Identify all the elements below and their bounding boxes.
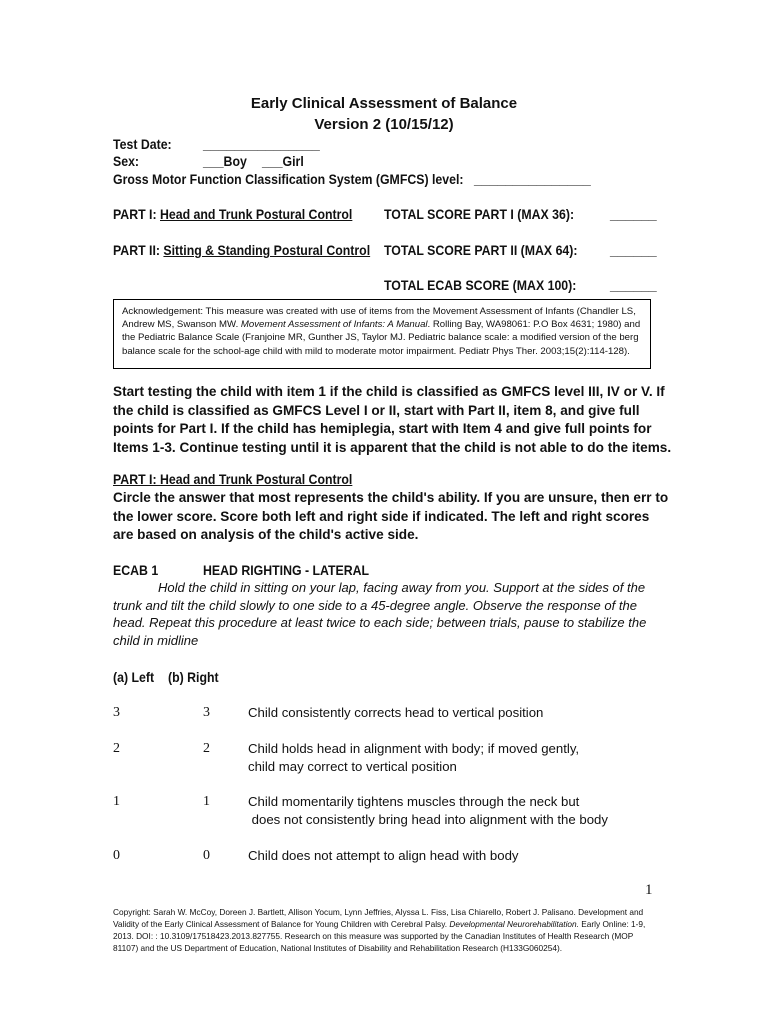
score-right[interactable]: 1 xyxy=(203,794,210,809)
test-date-label: Test Date: xyxy=(113,136,172,152)
ack-text-1: Acknowledgement: This measure was created with use of items from the Movement Assessment of Infants (Chandler LS, Andrew MS, Swanson MW. xyxy=(122,306,636,331)
item-procedure: Hold the child in sitting on your lap, facing away from you. Support at the sides of the trunk and tilt the child slowly to one side to a 45-degree angle. Observe the response of the head. Repeat this procedure at least twice to each side; between trials, pause to stabilize the child in midline xyxy=(113,580,647,648)
part1-instructions: Circle the answer that most represents the child's ability. If you are unsure, then err to the lower score. Score both left and right side if indicated. The left and right scores are based on analysis of the child's active side. xyxy=(113,490,669,542)
score-description-cont: does not consistently bring head into alignment with the body xyxy=(248,812,608,827)
score-right[interactable]: 2 xyxy=(203,741,210,756)
testing-instructions: Start testing the child with item 1 if the child is classified as GMFCS level III, IV or V. If the child is classified as GMFCS Level I or II, start with Part II, item 8, and give full points for Part I. If the child has hemiplegia, start with Item 4 and give full points for Items 1-3. Continue testing until it is apparent that the child is not able to do the items. xyxy=(113,384,672,455)
score-left[interactable]: 0 xyxy=(113,848,120,863)
score-left[interactable]: 3 xyxy=(113,705,120,720)
sex-boy-option[interactable]: ___Boy xyxy=(203,153,247,169)
gmfcs-label: Gross Motor Function Classification System (GMFCS) level: xyxy=(113,171,464,187)
page-number: 1 xyxy=(645,882,653,898)
document-version: Version 2 (10/15/12) xyxy=(314,116,454,133)
part1-name: Head and Trunk Postural Control xyxy=(159,206,353,222)
part1-prefix: PART I: xyxy=(113,206,160,222)
ecab-total-blank[interactable]: ______ xyxy=(610,277,657,293)
sex-label: Sex: xyxy=(113,153,140,169)
score-left[interactable]: 2 xyxy=(113,741,120,756)
ack-text-italic: Movement Assessment of Infants: A Manual xyxy=(240,319,428,331)
score-description: Child does not attempt to align head with body xyxy=(248,848,519,863)
score-right[interactable]: 3 xyxy=(203,705,210,720)
part1-summary xyxy=(113,206,352,222)
footer-text-2: Early Online: 1-9, 2013. DOI: : 10.3109/17518423.2013.827755. Research on this measure was supported by the Canadian Institutes of Health Research (MOP 81107) and the US Department of Education, National Institutes of Disability and Rehabilitation Research (H133G060254). xyxy=(113,919,646,953)
score-right[interactable]: 0 xyxy=(203,848,210,863)
part2-name: Sitting & Standing Postural Control xyxy=(163,242,371,258)
score-description: Child momentarily tightens muscles through the neck but xyxy=(248,794,580,809)
part2-total-blank[interactable]: ______ xyxy=(610,242,657,258)
gmfcs-blank[interactable]: _______________ xyxy=(474,171,591,187)
score-description: Child holds head in alignment with body; if moved gently, xyxy=(248,741,580,756)
footer-text-1: Copyright: Sarah W. McCoy, Doreen J. Bartlett, Allison Yocum, Lynn Jeffries, Alyssa L. Fiss, Lisa Chiarello, Robert J. Palisano. Development and Validity of the Early Clinical Assessment of Balance for Young Children with Cerebral Palsy. xyxy=(113,907,644,929)
item-code: ECAB 1 xyxy=(113,562,159,578)
score-left[interactable]: 1 xyxy=(113,794,120,809)
part2-total-label: TOTAL SCORE PART II (MAX 64): xyxy=(384,242,578,258)
score-description-cont: child may correct to vertical position xyxy=(248,759,457,774)
part1-heading: PART I: Head and Trunk Postural Control xyxy=(113,471,353,487)
part2-summary xyxy=(113,242,370,258)
test-date-blank[interactable]: _______________ xyxy=(203,136,320,152)
score-description: Child consistently corrects head to vertical position xyxy=(248,705,544,720)
acknowledgement-box xyxy=(113,299,651,369)
sex-girl-option[interactable]: ___Girl xyxy=(262,153,304,169)
part1-total-label: TOTAL SCORE PART I (MAX 36): xyxy=(384,206,575,222)
footer-text-italic: Developmental Neurorehabilitation. xyxy=(449,919,579,929)
ecab-total-label: TOTAL ECAB SCORE (MAX 100): xyxy=(384,277,577,293)
item-name: HEAD RIGHTING - LATERAL xyxy=(203,562,370,578)
copyright-footer xyxy=(113,906,658,954)
column-right-header: (b) Right xyxy=(168,669,219,685)
part2-prefix: PART II: xyxy=(113,242,164,258)
ack-text-2: . Rolling Bay, WA98061: P.O Box 4631; 1980) and the Pediatric Balance Scale (Franjoine MR, Gunther JS, Taylor MJ. Pediatric balance scale: a modified version of the berg balance scale for the school-age child with mild to moderate motor impairment. Pediatr Phys Ther. 2003;15(2):114-128). xyxy=(122,319,641,357)
column-left-header: (a) Left xyxy=(113,669,155,685)
document-title: Early Clinical Assessment of Balance xyxy=(250,95,518,112)
part1-total-blank[interactable]: ______ xyxy=(610,206,657,222)
